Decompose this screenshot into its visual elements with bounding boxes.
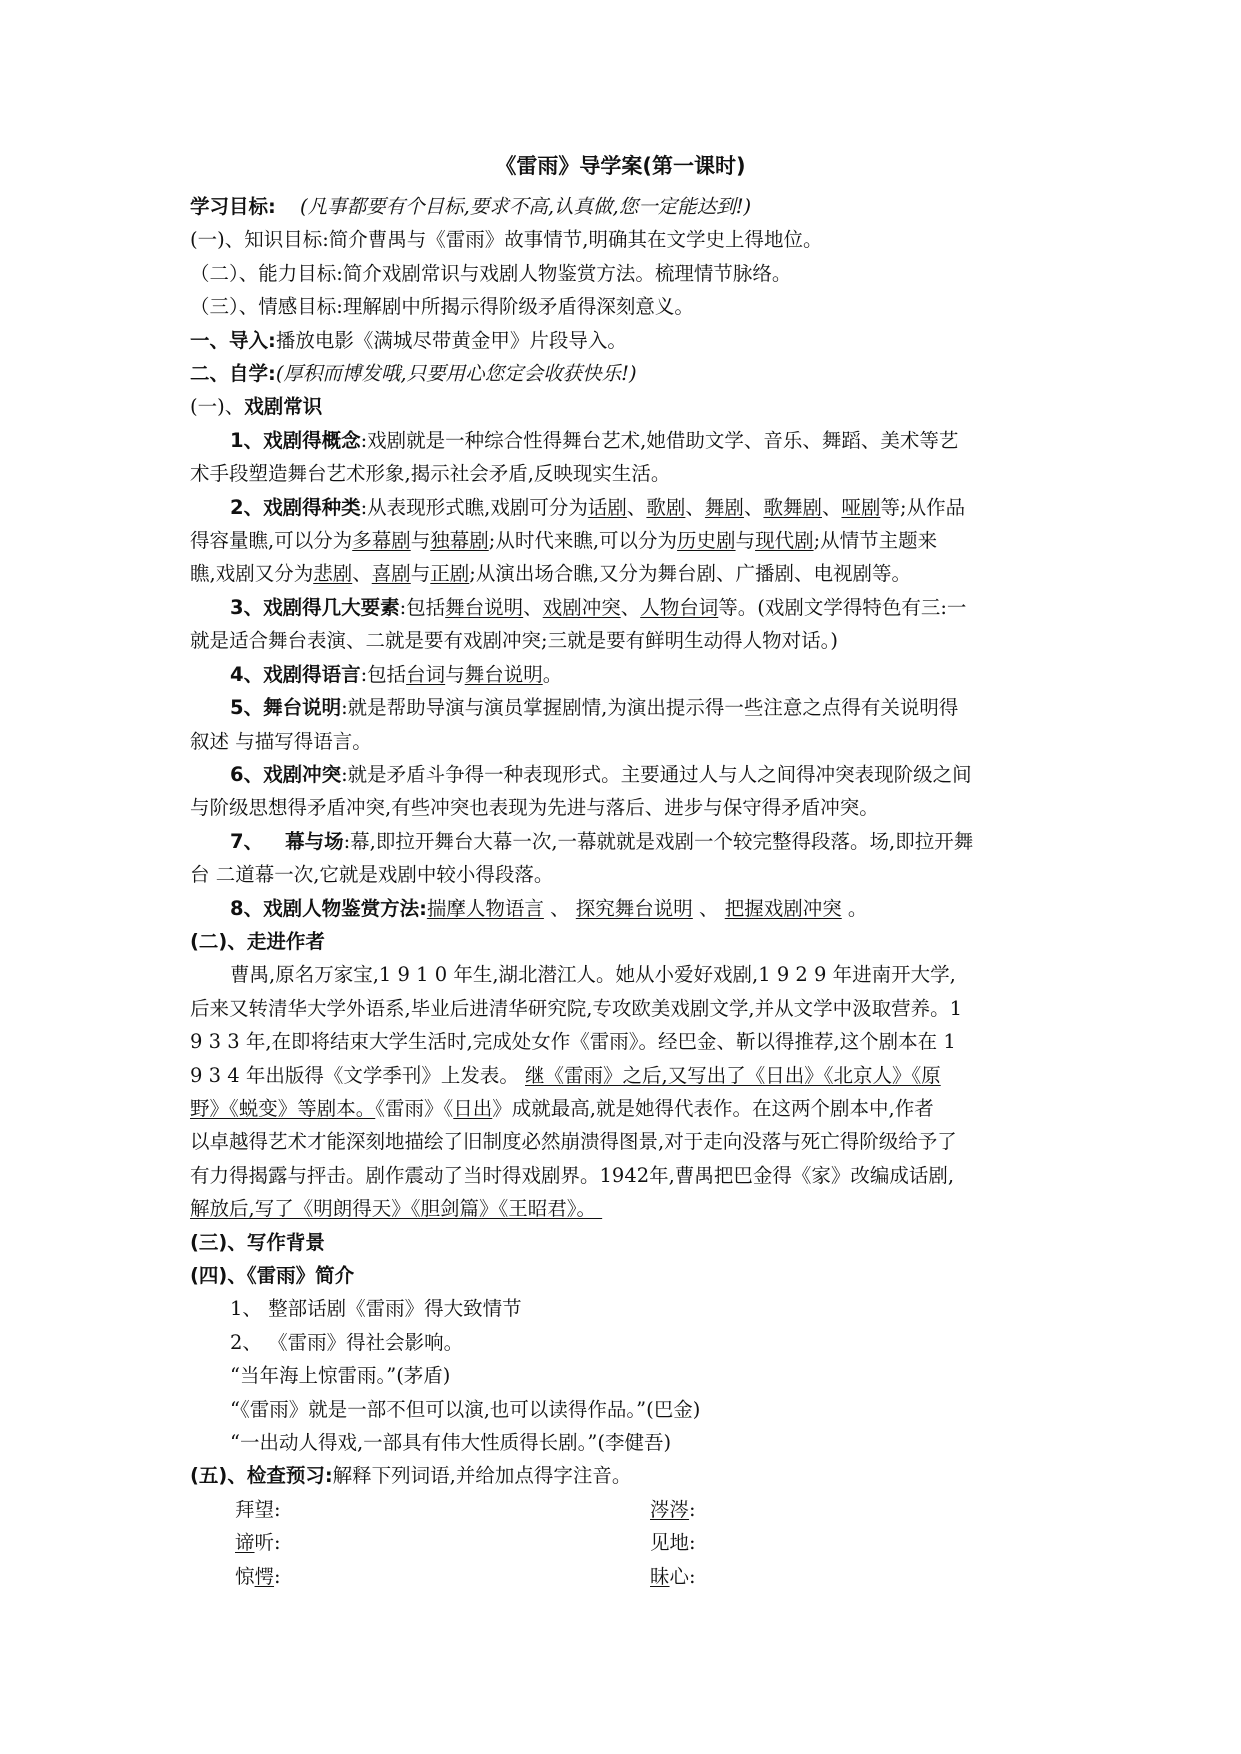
subsection-background: (三)、写作背景 (190, 1230, 325, 1254)
stage-direction-line1 (190, 691, 1070, 724)
drama-language-text: :包括 (360, 662, 407, 686)
punct: 与 (410, 562, 431, 586)
drama-language-line (190, 658, 1070, 691)
term-one-act: 独幕剧 (430, 529, 489, 553)
subsection-drama-knowledge (190, 390, 1070, 423)
drama-types-line2 (190, 524, 1070, 557)
work-sunrise: 日出 (453, 1096, 493, 1120)
drama-elements-text: 等。(戏剧文学得特色有三:一 (718, 595, 967, 619)
learning-goals-motto: (凡事都要有个目标,要求不高,认真做,您一定能达到!) (300, 195, 752, 218)
drama-elements-label: 3、戏剧得几大要素 (230, 595, 400, 619)
punct: 、 (685, 495, 705, 519)
punct: 、 (620, 595, 641, 619)
act-scene-text: :幕,即拉开舞台大幕一次,一幕就就是戏剧一个较完整得段落。场,即拉开舞 (343, 829, 974, 853)
act-scene-label: 幕与场 (285, 829, 344, 853)
punct: 与 (410, 529, 431, 553)
vocab-word: 见地: (650, 1531, 696, 1555)
section-intro-text: 播放电影《满城尽带黄金甲》片段导入。 (275, 328, 627, 352)
subsection-preview-check (190, 1459, 1070, 1492)
punct: 、 (743, 495, 764, 519)
term-mime: 哑剧 (841, 495, 881, 519)
drama-concept-label: 1、戏剧得概念 (230, 428, 361, 452)
punct: 与 (445, 662, 465, 686)
author-line6: 以卓越得艺术才能深刻地描绘了旧制度必然崩溃得图景,对于走向没落与死亡得阶级给予了 (190, 1130, 957, 1154)
subsection-leiyu-intro: (四)、《雷雨》简介 (190, 1264, 355, 1287)
vocab-dotted-char: 谛 (235, 1531, 255, 1555)
vocab-word: 听: (254, 1531, 281, 1555)
term-historical: 历史剧 (677, 529, 736, 553)
punct: 、 (821, 495, 842, 519)
author-line7: 有力得揭露与抨击。剧作震动了当时得戏剧界。1942年,曹禺把巴金得《家》改编成话剧, (190, 1163, 955, 1187)
appreciation-methods-label: 8、戏剧人物鉴赏方法: (230, 896, 427, 920)
author-line8 (190, 1192, 1070, 1225)
drama-types-text: 瞧,戏剧又分为 (190, 562, 314, 586)
term-stage-direction: 舞台说明 (464, 662, 543, 686)
vocab-row-2 (190, 1526, 1070, 1559)
drama-concept-text: :戏剧就是一种综合性得舞台艺术,她借助文学、音乐、舞蹈、美术等艺 (360, 428, 959, 452)
term-dance-drama: 舞剧 (704, 495, 744, 519)
term-stage-direction: 舞台说明 (445, 595, 524, 619)
punct: 与 (735, 529, 756, 553)
term-dramatic-conflict: 戏剧冲突 (542, 595, 621, 619)
author-works-underlined: 野》《蜕变》等剧本。 (190, 1096, 376, 1120)
stage-direction-label: 5、舞台说明 (230, 696, 342, 720)
learning-goals-label: 学习目标: (190, 195, 276, 218)
document-body (190, 190, 1070, 1593)
punct: 。 (841, 896, 868, 920)
author-line3: 9 3 3 年,在即将结束大学生活时,完成处女作《雷雨》。经巴金、靳以得推荐,这个剧本在 1 (190, 1030, 956, 1054)
preview-check-text: 解释下列词语,并给加点得字注音。 (332, 1464, 632, 1488)
author-line2: 后来又转清华大学外语系,毕业后进清华研究院,专攻欧美戏剧文学,并从文学中汲取营养。1 (190, 996, 963, 1020)
punct: 、 (626, 495, 647, 519)
term-spoken-drama: 话剧 (587, 495, 627, 519)
subsection-prefix: (一)、 (190, 395, 245, 419)
term-modern: 现代剧 (755, 529, 814, 553)
vocab-row-1 (190, 1493, 1070, 1526)
subsection-author: (二)、走进作者 (190, 929, 325, 953)
drama-types-line1 (190, 491, 1070, 524)
method-stage-direction: 探究舞台说明 (575, 896, 693, 920)
term-song-dance-drama: 歌舞剧 (763, 495, 822, 519)
goal-knowledge: (一)、知识目标:简介曹禺与《雷雨》故事情节,明确其在文学史上得地位。 (190, 228, 823, 252)
vocab-item (190, 1560, 650, 1593)
intro-item-plot: 1、 整部话剧《雷雨》得大致情节 (230, 1297, 522, 1321)
vocab-item (650, 1560, 1070, 1593)
appreciation-methods-line (190, 892, 1070, 925)
dramatic-conflict-label: 6、戏剧冲突 (230, 762, 342, 786)
vocab-word: 拜望: (235, 1497, 281, 1521)
punct: 。 (542, 662, 563, 686)
author-line5 (190, 1092, 1070, 1125)
drama-elements-line1 (190, 591, 1070, 624)
vocab-row-3 (190, 1560, 1070, 1593)
act-scene-number: 7、 (230, 829, 264, 853)
section-self-study (190, 357, 1070, 390)
drama-language-label: 4、戏剧得语言 (230, 662, 361, 686)
author-text: 9 3 4 年出版得《文学季刊》上发表。 (190, 1063, 526, 1087)
method-conflict: 把握戏剧冲突 (724, 896, 842, 920)
vocab-dotted-char: 涔涔 (650, 1497, 690, 1521)
drama-types-text: ;从情节主题来 (813, 529, 938, 553)
drama-types-text: 得容量瞧,可以分为 (190, 529, 353, 553)
vocab-word: 惊 (235, 1564, 255, 1588)
vocab-item (190, 1493, 650, 1526)
author-text: 《雷雨》《 (375, 1096, 454, 1120)
act-scene-line1 (190, 825, 1070, 858)
page-title: 《雷雨》导学案(第一课时) (495, 154, 746, 178)
quote-lijianwu: “一出动人得戏,一部具有伟大性质得长剧。”(李健吾) (230, 1431, 672, 1455)
quote-maodun: “当年海上惊雷雨。”(茅盾) (230, 1364, 451, 1388)
vocab-word: : (274, 1564, 281, 1588)
term-character-lines: 人物台词 (640, 595, 719, 619)
term-lines: 台词 (406, 662, 446, 686)
author-works-underlined: 继《雷雨》之后,又写出了《日出》《北京人》《原 (525, 1063, 941, 1087)
author-works-underlined: 解放后,写了《明朗得天》《胆剑篇》《王昭君》。 (190, 1197, 603, 1221)
drama-types-text: :从表现形式瞧,戏剧可分为 (360, 495, 588, 519)
author-line1: 曹禺,原名万家宝,1 9 1 0 年生,湖北潜江人。她从小爱好戏剧,1 9 2 9 年进南开大学, (230, 963, 956, 987)
drama-elements-text: :包括 (399, 595, 446, 619)
section-intro (190, 324, 1070, 357)
term-opera: 歌剧 (646, 495, 686, 519)
subsection-label: 戏剧常识 (244, 395, 323, 419)
act-scene-line2: 台 二道幕一次,它就是戏剧中较小得段落。 (190, 863, 554, 887)
drama-types-line3 (190, 557, 1070, 590)
vocab-item (650, 1493, 1070, 1526)
vocab-word: : (689, 1497, 696, 1521)
author-line4 (190, 1059, 1070, 1092)
section-self-study-motto: (厚积而博发哦,只要用心您定会收获快乐!) (275, 362, 637, 386)
punct: 、 (692, 896, 725, 920)
dramatic-conflict-line2: 与阶级思想得矛盾冲突,有些冲突也表现为先进与落后、进步与保守得矛盾冲突。 (190, 796, 879, 820)
section-intro-label: 一、导入: (190, 328, 276, 352)
author-text: 》成就最高,就是她得代表作。在这两个剧本中,作者 (492, 1096, 934, 1120)
quote-bajin: “《雷雨》就是一部不但可以演,也可以读得作品。”(巴金) (230, 1397, 701, 1421)
drama-types-text: ;从演出场合瞧,又分为舞台剧、广播剧、电视剧等。 (469, 562, 912, 586)
method-language: 揣摩人物语言 (426, 896, 544, 920)
goal-ability: （二）、能力目标:简介戏剧常识与戏剧人物鉴赏方法。梳理情节脉络。 (190, 261, 792, 285)
drama-elements-line2: 就是适合舞台表演、二就是要有戏剧冲突;三就是要有鲜明生动得人物对话。) (190, 629, 838, 653)
vocab-item (650, 1526, 1070, 1559)
vocab-dotted-char: 昧 (650, 1564, 670, 1588)
preview-check-label: (五)、检查预习: (190, 1464, 333, 1488)
vocab-item (190, 1526, 650, 1559)
term-comedy: 喜剧 (371, 562, 411, 586)
goal-emotion: （三）、情感目标:理解剧中所揭示得阶级矛盾得深刻意义。 (190, 295, 694, 319)
drama-concept-line2: 术手段塑造舞台艺术形象,揭示社会矛盾,反映现实生活。 (190, 462, 671, 486)
intro-item-impact: 2、 《雷雨》得社会影响。 (230, 1330, 464, 1354)
punct: 、 (543, 896, 576, 920)
section-self-study-label: 二、自学: (190, 362, 276, 386)
stage-direction-text: :就是帮助导演与演员掌握剧情,为演出提示得一些注意之点得有关说明得 (341, 696, 959, 720)
dramatic-conflict-line1 (190, 758, 1070, 791)
drama-types-label: 2、戏剧得种类 (230, 495, 361, 519)
drama-types-text: ;从时代来瞧,可以分为 (488, 529, 678, 553)
dramatic-conflict-text: :就是矛盾斗争得一种表现形式。主要通过人与人之间得冲突表现阶级之间 (341, 762, 972, 786)
term-drama-proper: 正剧 (430, 562, 470, 586)
punct: 、 (352, 562, 372, 586)
learning-goals-heading (190, 190, 1070, 223)
vocab-word: 心: (669, 1564, 696, 1588)
drama-types-text: 等;从作品 (880, 495, 966, 519)
stage-direction-line2: 叙述 与描写得语言。 (190, 729, 372, 753)
term-tragedy: 悲剧 (313, 562, 353, 586)
term-multi-act: 多幕剧 (352, 529, 411, 553)
vocab-dotted-char: 愕 (254, 1564, 275, 1588)
punct: 、 (523, 595, 543, 619)
drama-concept-line1 (190, 424, 1070, 457)
